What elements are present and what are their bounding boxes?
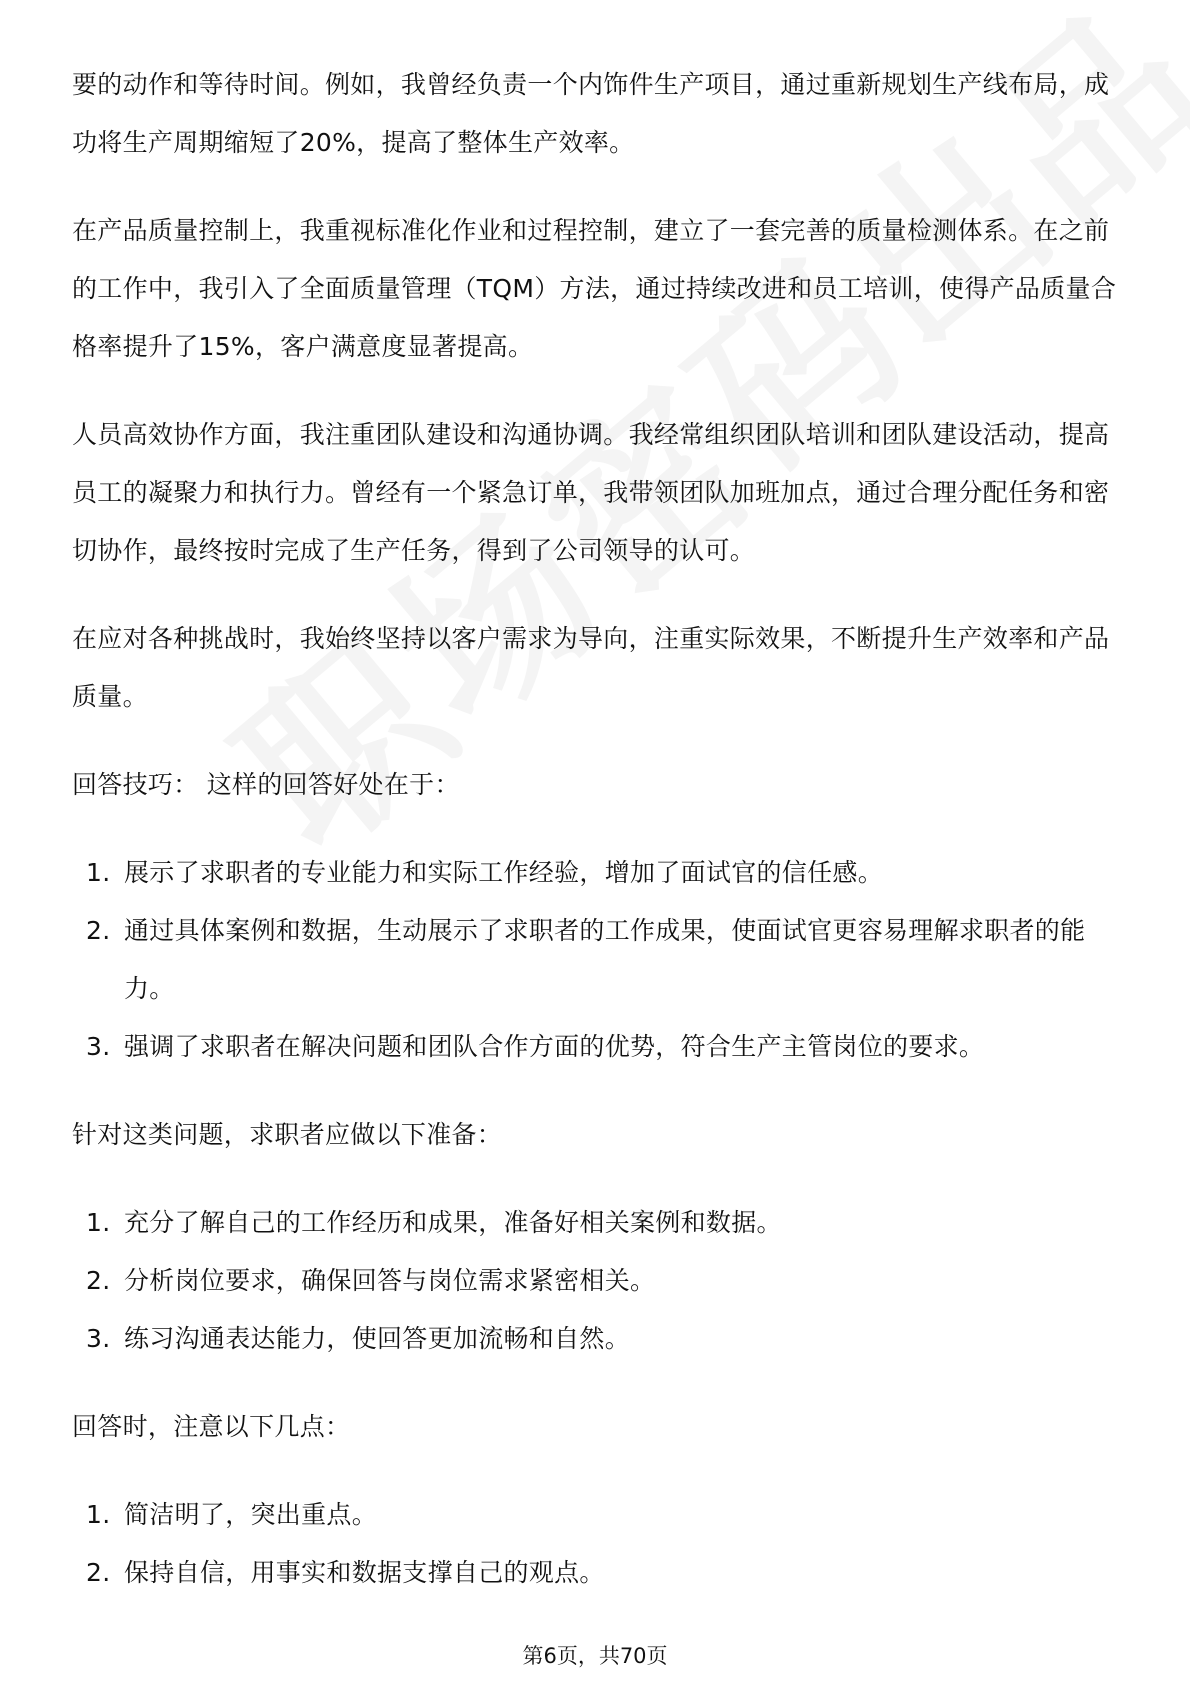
list-number: 2. (86, 1266, 111, 1295)
prep-heading: 针对这类问题，求职者应做以下准备： (72, 1120, 503, 1149)
list-item (72, 1544, 1132, 1602)
paragraph-production-cycle: 要的动作和等待时间。例如，我曾经负责一个内饰件生产项目，通过重新规划生产线布局，成功将生产周期缩短了20%，提高了整体生产效率。 (72, 70, 1110, 157)
list-text: 展示了求职者的专业能力和实际工作经验，增加了面试官的信任感。 (124, 858, 884, 887)
list-item (72, 1018, 1132, 1076)
list-text: 强调了求职者在解决问题和团队合作方面的优势，符合生产主管岗位的要求。 (124, 1032, 985, 1061)
tips-heading: 回答技巧： 这样的回答好处在于： (72, 770, 460, 799)
notes-heading: 回答时，注意以下几点： (72, 1412, 351, 1441)
prep-list (72, 1194, 1132, 1368)
list-text: 通过具体案例和数据，生动展示了求职者的工作成果，使面试官更容易理解求职者的能力。 (124, 916, 1086, 1003)
list-item (72, 902, 1132, 1018)
document-body (72, 56, 1132, 1632)
list-item (72, 1486, 1132, 1544)
list-number: 1. (86, 1208, 111, 1237)
list-number: 3. (86, 1032, 111, 1061)
list-number: 2. (86, 1558, 111, 1587)
list-number: 1. (86, 858, 111, 887)
list-number: 1. (86, 1500, 111, 1529)
list-number: 2. (86, 916, 111, 945)
page-number: 第6页，共70页 (522, 1644, 668, 1668)
list-text: 分析岗位要求，确保回答与岗位需求紧密相关。 (124, 1266, 656, 1295)
paragraph-team-collaboration: 人员高效协作方面，我注重团队建设和沟通协调。我经常组织团队培训和团队建设活动，提高员工的凝聚力和执行力。曾经有一个紧急订单，我带领团队加班加点，通过合理分配任务和密切协作，最终按时完成了生产任务，得到了公司领导的认可。 (72, 420, 1110, 565)
notes-list (72, 1486, 1132, 1602)
list-text: 简洁明了，突出重点。 (124, 1500, 378, 1529)
list-text: 充分了解自己的工作经历和成果，准备好相关案例和数据。 (124, 1208, 782, 1237)
list-item (72, 1194, 1132, 1252)
paragraph-quality-control: 在产品质量控制上，我重视标准化作业和过程控制，建立了一套完善的质量检测体系。在之前的工作中，我引入了全面质量管理（TQM）方法，通过持续改进和员工培训，使得产品质量合格率提升了15%，客户满意度显著提高。 (72, 216, 1117, 361)
list-number: 3. (86, 1324, 111, 1353)
paragraph-challenges: 在应对各种挑战时，我始终坚持以客户需求为导向，注重实际效果，不断提升生产效率和产品质量。 (72, 624, 1110, 711)
list-item (72, 1252, 1132, 1310)
list-text: 保持自信，用事实和数据支撑自己的观点。 (124, 1558, 605, 1587)
tips-list (72, 844, 1132, 1076)
list-item (72, 1310, 1132, 1368)
list-text: 练习沟通表达能力，使回答更加流畅和自然。 (124, 1324, 631, 1353)
list-item (72, 844, 1132, 902)
